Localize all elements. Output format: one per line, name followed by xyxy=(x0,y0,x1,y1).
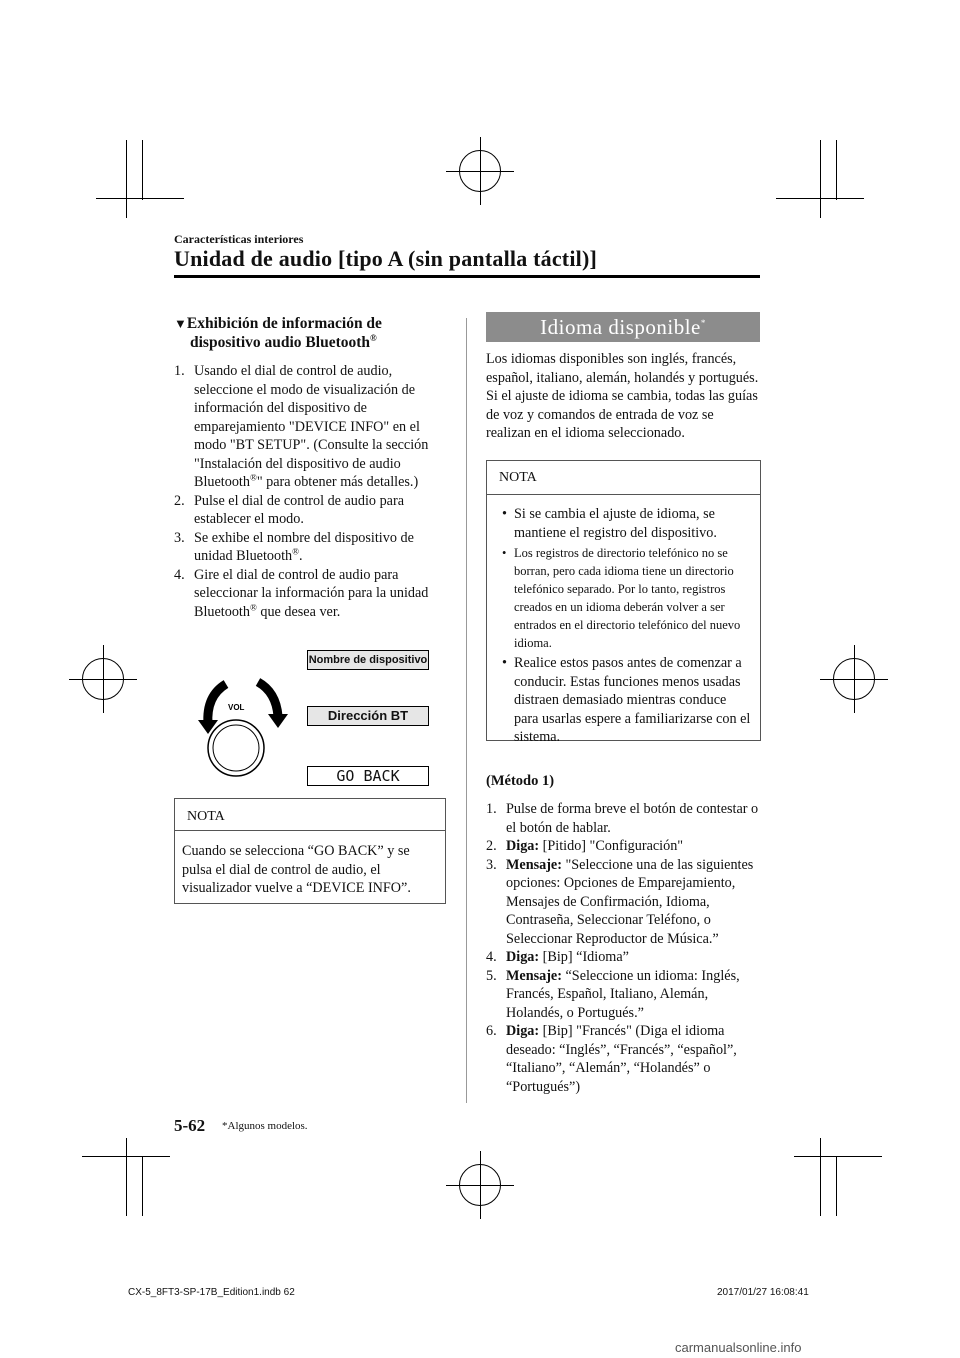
note-box xyxy=(174,798,446,904)
step-item: 3. Se exhibe el nombre del dispositivo de unidad Bluetooth®. xyxy=(174,529,414,564)
watermark: carmanualsonline.info xyxy=(675,1340,802,1355)
registration-mark xyxy=(459,1164,501,1206)
rotation-arrow-right-icon xyxy=(258,682,278,716)
step-item: 1. Usando el dial de control de audio, seleccione el modo de visualización de información del dispositivo de emparejamiento "DEVICE INFO" en el modo "BT SETUP". (Consulte la sección "Instalación del dispositivo de audio Bluetooth®" para obtener más detalles.) xyxy=(174,363,429,490)
crop-mark xyxy=(776,198,864,199)
crop-mark xyxy=(142,140,143,200)
subsection-heading: ▼Exhibición de información de dispositivo audio Bluetooth® xyxy=(174,315,382,351)
crop-mark xyxy=(96,198,184,199)
title-rule xyxy=(174,275,760,278)
step-item: 2. Diga: [Pitido] "Configuración" xyxy=(486,838,684,854)
step-item: 4. Gire el dial de control de audio para seleccionar la información para la unidad Bluetooth® que desea ver. xyxy=(174,566,429,620)
footnote: *Algunos modelos. xyxy=(222,1120,308,1132)
step-item: 6. Diga: [Bip] "Francés" (Diga el idioma deseado: “Inglés”, “Francés”, “español”, “Italiano”, “Alemán”, “Holandés” o “Portugués”) xyxy=(486,1023,737,1095)
column-divider xyxy=(466,318,467,1103)
display-go-back: GO BACK xyxy=(307,766,429,786)
page-number: 5-62 xyxy=(174,1116,206,1135)
print-file-info: CX-5_8FT3-SP-17B_Edition1.indb 62 xyxy=(128,1287,295,1298)
print-timestamp: 2017/01/27 16:08:41 xyxy=(717,1287,809,1298)
crop-mark xyxy=(126,140,127,218)
registration-mark xyxy=(459,150,501,192)
dial-label: VOL xyxy=(228,703,245,712)
crop-mark xyxy=(820,140,821,218)
note-title: NOTA xyxy=(487,461,760,495)
step-item: 4. Diga: [Bip] “Idioma” xyxy=(486,949,629,965)
triangle-icon: ▼ xyxy=(174,316,187,331)
crop-mark xyxy=(836,140,837,200)
intro-paragraph: Los idiomas disponibles son inglés, francés, español, italiano, alemán, holandés y portugués. Si el ajuste de idioma se cambia, todas las guías de voz y comandos de entrada de voz se realizan en el idioma seleccionado. xyxy=(486,351,759,442)
note-list xyxy=(487,495,760,747)
method-step-list xyxy=(486,800,760,1096)
note-item: • Los registros de directorio telefónico no se borran, pero cada idioma tiene un directorio telefónico separado. Por lo tanto, registros creados en un idioma deberán volver a ser entrados en el directorio telefónico del nuevo idioma. xyxy=(502,546,741,650)
note-item: • Realice estos pasos antes de comenzar a conducir. Estas funciones menos usadas distraen demasiado mientras conduce para usarlas espere a familiarizarse con el sistema. xyxy=(502,655,751,745)
crop-mark xyxy=(794,1156,882,1157)
crop-mark xyxy=(142,1156,143,1216)
section-banner: Idioma disponible* xyxy=(486,312,760,342)
crop-mark xyxy=(836,1156,837,1216)
display-device-name: Nombre de dispositivo xyxy=(307,650,429,670)
page-title: Unidad de audio [tipo A (sin pantalla táctil)] xyxy=(174,246,597,271)
step-item: 5. Mensaje: “Seleccione un idioma: Inglés, Francés, Español, Italiano, Alemán, Holandés, o Portugués.” xyxy=(486,967,740,1021)
note-body: Cuando se selecciona “GO BACK” y se pulsa el dial de control de audio, el visualizador vuelve a “DEVICE INFO”. xyxy=(182,843,411,896)
step-item: 3. Mensaje: "Seleccione una de las siguientes opciones: Opciones de Emparejamiento, Mensajes de Confirmación, Idioma, Contraseña, Seleccionar Teléfono, o Seleccionar Reproductor de Música.” xyxy=(486,856,754,947)
step-item: 2. Pulse el dial de control de audio para establecer el modo. xyxy=(174,492,404,527)
registration-mark xyxy=(82,658,124,700)
crop-mark xyxy=(82,1156,170,1157)
rotation-arrow-left-icon xyxy=(208,684,226,724)
step-list xyxy=(174,362,446,621)
note-box xyxy=(486,460,761,745)
registration-mark xyxy=(833,658,875,700)
note-item: • Si se cambia el ajuste de idioma, se mantiene el registro del dispositivo. xyxy=(502,506,717,541)
bullet: • xyxy=(502,655,507,671)
bullet: • xyxy=(502,546,507,560)
method-heading: (Método 1) xyxy=(486,773,555,789)
bullet: • xyxy=(502,506,507,522)
step-item: 1. Pulse de forma breve el botón de contestar o el botón de hablar. xyxy=(486,801,759,836)
audio-dial-illustration xyxy=(186,676,296,786)
section-label: Características interiores xyxy=(174,232,304,246)
crop-mark xyxy=(126,1138,127,1216)
display-bt-address: Dirección BT xyxy=(307,706,429,726)
note-title: NOTA xyxy=(175,799,445,831)
crop-mark xyxy=(820,1138,821,1216)
